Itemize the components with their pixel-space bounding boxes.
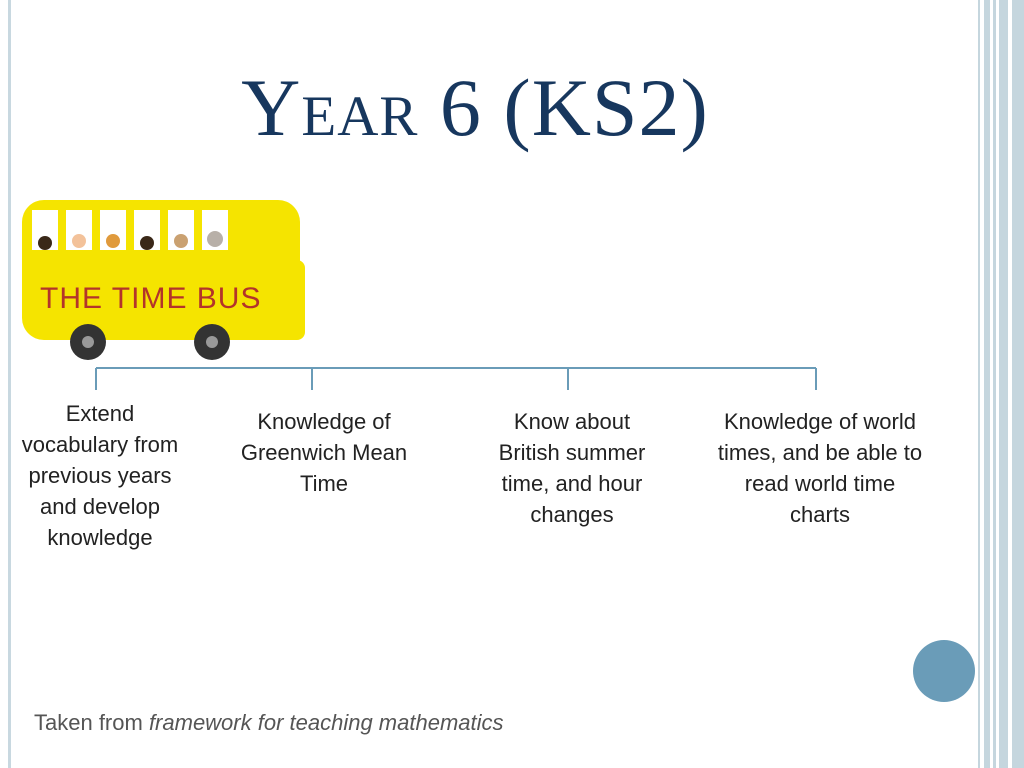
circle-decor (913, 640, 975, 702)
node-british-summer-time: Know about British summer time, and hour changes (498, 409, 646, 527)
source-prefix: Taken from (34, 710, 149, 735)
bus-sign-text: THE TIME BUS (40, 282, 262, 315)
slide-title: Year 6 (KS2) (241, 62, 709, 153)
node-world-times: Knowledge of world times, and be able to read world time charts (717, 409, 923, 527)
source-title: framework for teaching mathematics (148, 710, 504, 735)
node-vocabulary: Extend vocabulary from previous years and develop knowledge (21, 401, 179, 550)
source-citation (34, 710, 504, 736)
node-greenwich: Knowledge of Greenwich Mean Time (240, 409, 408, 496)
